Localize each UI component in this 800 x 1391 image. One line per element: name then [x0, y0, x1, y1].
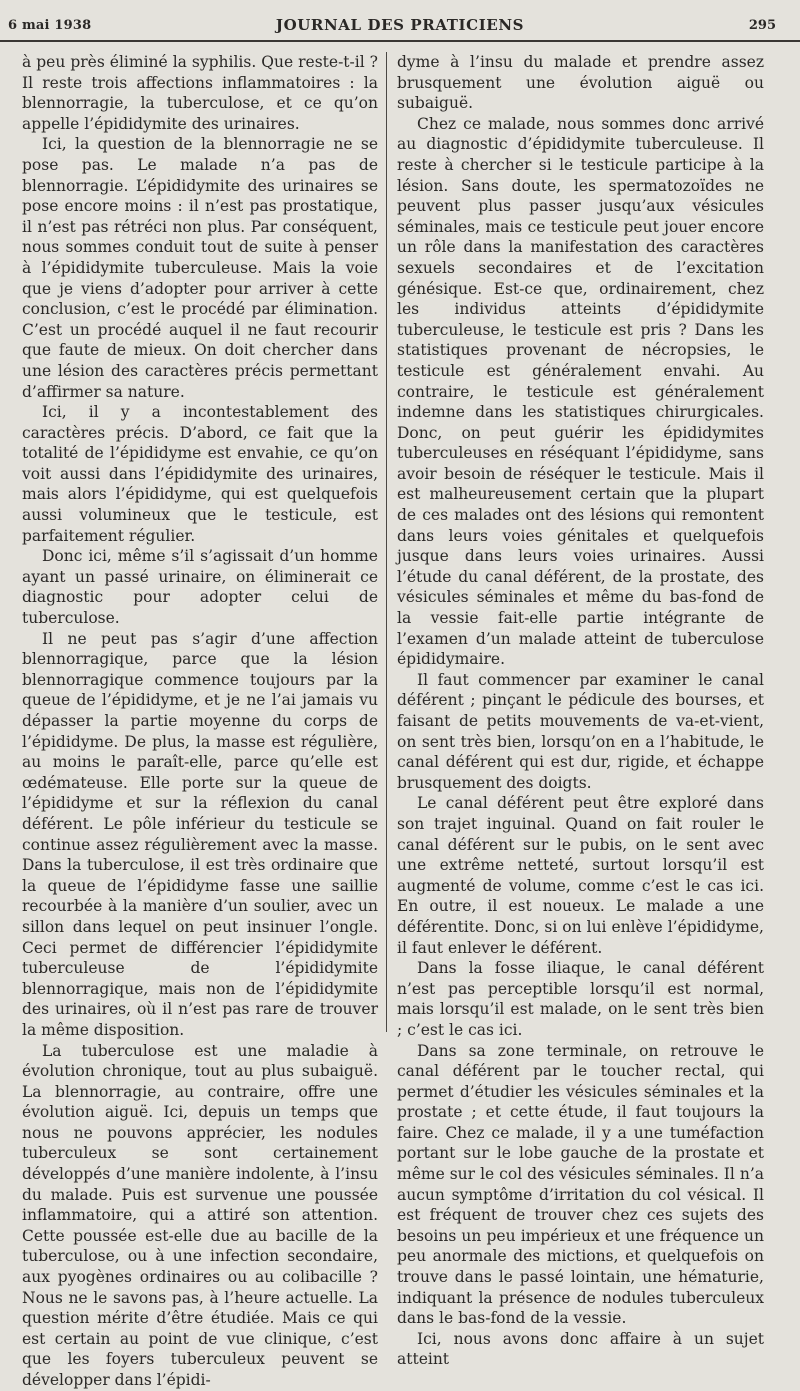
paragraph: Ici, nous avons donc affaire à un sujet atteint — [397, 1329, 764, 1369]
paragraph: Chez ce malade, nous sommes donc arrivé au diagnostic d’épididymite tuberculeuse. Il reste à chercher si le testicule participe à la lésion. Sans doute, les spermatozoïdes ne peuvent plus passer jusqu’aux vésicules séminales, mais ce testicule peut jouer encore un rôle dans la manifestation des caractères sexuels secondaires et de l’excitation génésique. Est-ce que, ordinairement, chez les individus atteints d’épididymite tuberculeuse, le testicule est pris ? Dans les statistiques provenant de nécropsies, le testicule est généralement envahi. Au contraire, le testicule est généralement indemne dans les statistiques chirurgicales. Donc, on peut guérir les épididymites tuberculeuses en réséquant l’épididyme, sans avoir besoin de réséquer le testicule. Mais il est malheureusement certain que la plupart de ces malades ont des lésions qui remontent dans leurs voies génitales et quelquefois jusque dans leurs voies urinaires. Aussi l’étude du canal déférent, de la prostate, des vésicules séminales et même du bas-fond de la vessie fait-elle partie intégrante de l’examen d’un malade atteint de tuberculose épididymaire. — [397, 114, 764, 669]
paragraph: Le canal déférent peut être exploré dans son trajet inguinal. Quand on fait rouler le canal déférent sur le pubis, on le sent avec une extrême netteté, surtout lorsqu’il est augmenté de volume, comme c’est le cas ici. En outre, il est noueux. Le malade a une déférentite. Donc, si on lui enlève l’épididyme, il faut enlever le déférent. — [397, 794, 764, 957]
paragraph: La tuberculose est une maladie à évolution chronique, tout au plus subaiguë. La blennorragie, au contraire, offre une évolution aiguë. Ici, depuis un temps que nous ne pouvons apprécier, les nodules tuberculeux se sont certainement développés d’une manière indolente, à l’insu du malade. Puis est survenue une poussée inflammatoire, qui a attiré son attention. Cette poussée est-elle due au bacille de la tuberculose, ou à une infection secondaire, aux pyogènes ordinaires ou au colibacille ? Nous ne le savons pas, à l’heure actuelle. La question mérite d’être étudiée. Mais ce qui est certain au point de vue clinique, c’est que les foyers tuberculeux peuvent se développer dans l’épidi- — [22, 1041, 378, 1389]
paragraph: dyme à l’insu du malade et prendre assez brusquement une évolution aiguë ou subaiguë. — [397, 53, 764, 113]
paragraph: Dans sa zone terminale, on retrouve le canal déférent par le toucher rectal, qui permet d’étudier les vésicules séminales et la prostate ; et cette étude, il faut toujours la faire. Chez ce malade, il y a une tuméfaction portant sur le lobe gauche de la prostate et même sur le col des vésicules séminales. Il n’a aucun symptôme d’irritation du col vésical. Il est fréquent de trouver chez ces sujets des besoins un peu impérieux et une fréquence un peu anormale des mictions, et quelquefois on trouve dans le passé lointain, une hématurie, indiquant la présence de nodules tuberculeux dans le bas-fond de la vessie. — [397, 1041, 764, 1328]
header-rule — [0, 40, 800, 42]
paragraph: à peu près éliminé la syphilis. Que reste-t-il ? Il reste trois affections inflammatoires : la blennorragie, la tuberculose, et ce qu’on appelle l’épididymite des urinaires. — [22, 53, 378, 133]
issue-date: 6 mai 1938 — [8, 18, 92, 33]
paragraph: Ici, il y a incontestablement des caractères précis. D’abord, ce fait que la totalité de l’épididyme est envahie, ce qu’on voit aussi dans l’épididymite des urinaires, mais alors l’épididyme, qui est quelquefois aussi volumineux que le testicule, est parfaitement régulier. — [22, 403, 378, 545]
paragraph: Il ne peut pas s’agir d’une affection blennorragique, parce que la lésion blennorragique commence toujours par la queue de l’épididyme, et je ne l’ai jamais vu dépasser la partie moyenne du corps de l’épididyme. De plus, la masse est régulière, au moins le paraît-elle, parce qu’elle est œdémateuse. Elle porte sur la queue de l’épididyme et sur la réflexion du canal déférent. Le pôle inférieur du testicule se continue assez régulièrement avec la masse. Dans la tuberculose, il est très ordinaire que la queue de l’épididyme fasse une saillie recourbée à la manière d’un soulier, avec un sillon dans lequel on peut insinuer l’ongle. Ceci permet de différencier l’épididymite tuberculeuse de l’épididymite blennorragique, mais non de l’épididymite des urinaires, où il n’est pas rare de trouver la même disposition. — [22, 629, 378, 1039]
paragraph: Ici, la question de la blennorragie ne se pose pas. Le malade n’a pas de blennorragie. L’épididymite des urinaires se pose encore moins : il n’est pas prostatique, il n’est pas rétréci non plus. Par conséquent, nous sommes conduit tout de suite à penser à l’épididymite tuberculeuse. Mais la voie que je viens d’adopter pour arriver à cette conclusion, c’est le procédé par élimination. C’est un procédé auquel il ne faut recourir que faute de mieux. On doit chercher dans une lésion des caractères précis permettant d’affirmer sa nature. — [22, 135, 378, 401]
running-header — [0, 14, 800, 40]
paragraph: Il faut commencer par examiner le canal déférent ; pinçant le pédicule des bourses, et faisant de petits mouvements de va-et-vient, on sent très bien, lorsqu’on en a l’habitude, le canal déférent qui est dur, rigide, et échappe brusquement des doigts. — [397, 670, 764, 792]
right-column — [397, 52, 764, 1369]
left-column — [22, 52, 378, 1389]
journal-title: JOURNAL DES PRATICIENS — [275, 16, 525, 34]
page-number: 295 — [748, 18, 776, 33]
paragraph: Dans la fosse iliaque, le canal déférent n’est pas perceptible lorsqu’il est normal, mais lorsqu’il est malade, on le sent très bien ; c’est le cas ici. — [397, 959, 764, 1039]
column-divider — [386, 52, 387, 1032]
paragraph: Donc ici, même s’il s’agissait d’un homme ayant un passé urinaire, on éliminerait ce diagnostic pour adopter celui de tuberculose. — [22, 547, 378, 628]
